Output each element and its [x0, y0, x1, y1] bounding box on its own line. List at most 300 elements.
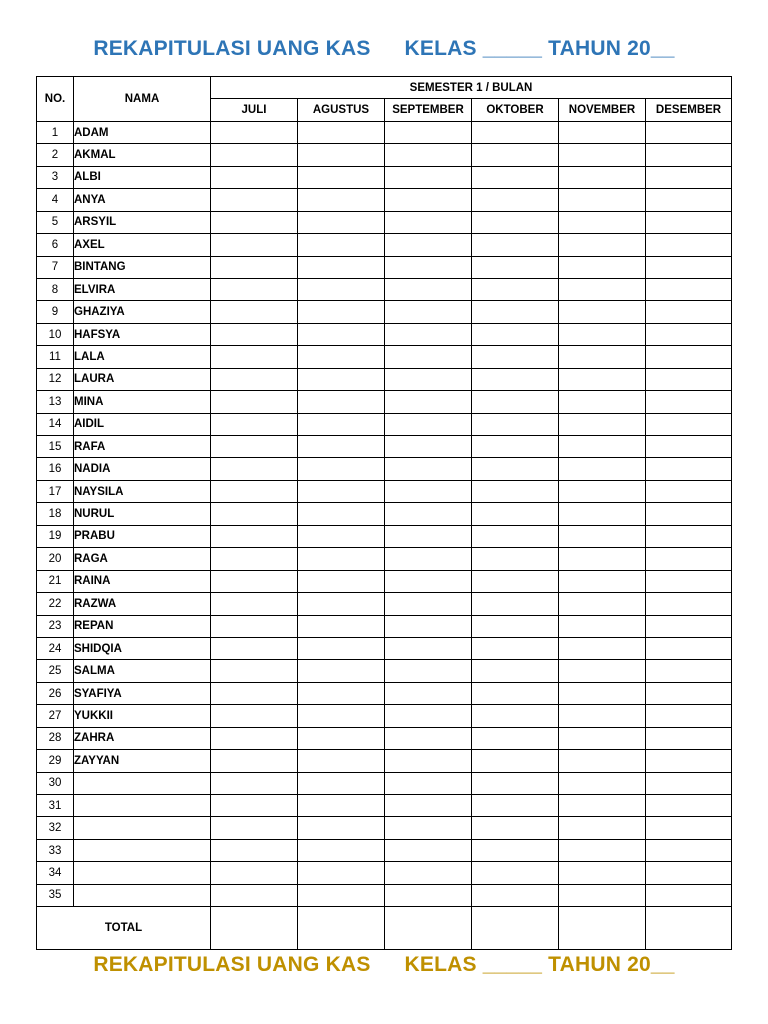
table-row — [37, 817, 732, 839]
student-name: NURUL — [74, 503, 211, 525]
header-month: OKTOBER — [472, 99, 559, 121]
student-name: ALBI — [74, 166, 211, 188]
payment-cell[interactable] — [385, 436, 472, 458]
payment-cell[interactable] — [211, 211, 298, 233]
student-name: RAINA — [74, 570, 211, 592]
payment-cell[interactable] — [559, 413, 646, 435]
payment-cell[interactable] — [559, 278, 646, 300]
payment-cell[interactable] — [472, 503, 559, 525]
payment-cell[interactable] — [298, 682, 385, 704]
table-row — [37, 211, 732, 233]
payment-cell[interactable] — [385, 413, 472, 435]
payment-cell[interactable] — [385, 817, 472, 839]
payment-cell[interactable] — [298, 301, 385, 323]
payment-cell[interactable] — [385, 705, 472, 727]
payment-cell[interactable] — [385, 144, 472, 166]
payment-cell[interactable] — [646, 301, 732, 323]
payment-cell[interactable] — [559, 458, 646, 480]
student-name: NAYSILA — [74, 480, 211, 502]
header-month: JULI — [211, 99, 298, 121]
payment-cell[interactable] — [559, 839, 646, 861]
student-name: LALA — [74, 346, 211, 368]
student-name: GHAZIYA — [74, 301, 211, 323]
payment-cell[interactable] — [646, 570, 732, 592]
table-row — [37, 548, 732, 570]
student-name — [74, 772, 211, 794]
payment-cell[interactable] — [385, 525, 472, 547]
payment-cell[interactable] — [559, 391, 646, 413]
payment-cell[interactable] — [211, 234, 298, 256]
payment-cell[interactable] — [298, 862, 385, 884]
payment-cell[interactable] — [298, 368, 385, 390]
payment-cell[interactable] — [298, 548, 385, 570]
payment-cell[interactable] — [298, 480, 385, 502]
total-cell[interactable] — [385, 907, 472, 950]
footer-title-right: KELAS _____ TAHUN 20__ — [404, 953, 675, 976]
payment-cell[interactable] — [646, 144, 732, 166]
row-number: 23 — [37, 615, 74, 637]
payment-cell[interactable] — [472, 368, 559, 390]
header-month: NOVEMBER — [559, 99, 646, 121]
total-cell[interactable] — [298, 907, 385, 950]
payment-cell[interactable] — [472, 234, 559, 256]
payment-cell[interactable] — [559, 862, 646, 884]
payment-cell[interactable] — [385, 727, 472, 749]
payment-cell[interactable] — [298, 458, 385, 480]
student-name: SHIDQIA — [74, 637, 211, 659]
payment-cell[interactable] — [559, 144, 646, 166]
student-name: SYAFIYA — [74, 682, 211, 704]
payment-cell[interactable] — [559, 593, 646, 615]
payment-cell[interactable] — [646, 682, 732, 704]
payment-cell[interactable] — [559, 682, 646, 704]
payment-cell[interactable] — [646, 458, 732, 480]
row-number: 31 — [37, 795, 74, 817]
payment-cell[interactable] — [298, 346, 385, 368]
payment-cell[interactable] — [646, 637, 732, 659]
cash-recap-table — [36, 76, 732, 950]
payment-cell[interactable] — [385, 368, 472, 390]
payment-cell[interactable] — [298, 884, 385, 906]
payment-cell[interactable] — [559, 189, 646, 211]
payment-cell[interactable] — [472, 795, 559, 817]
payment-cell[interactable] — [211, 795, 298, 817]
payment-cell[interactable] — [646, 211, 732, 233]
payment-cell[interactable] — [646, 121, 732, 143]
payment-cell[interactable] — [298, 772, 385, 794]
payment-cell[interactable] — [385, 189, 472, 211]
payment-cell[interactable] — [472, 862, 559, 884]
payment-cell[interactable] — [211, 750, 298, 772]
student-name: HAFSYA — [74, 323, 211, 345]
payment-cell[interactable] — [472, 458, 559, 480]
header-month: SEPTEMBER — [385, 99, 472, 121]
payment-cell[interactable] — [385, 391, 472, 413]
payment-cell[interactable] — [211, 189, 298, 211]
payment-cell[interactable] — [472, 727, 559, 749]
total-cell[interactable] — [559, 907, 646, 950]
payment-cell[interactable] — [298, 637, 385, 659]
payment-cell[interactable] — [211, 682, 298, 704]
payment-cell[interactable] — [472, 278, 559, 300]
payment-cell[interactable] — [385, 682, 472, 704]
payment-cell[interactable] — [559, 548, 646, 570]
table-row — [37, 884, 732, 906]
payment-cell[interactable] — [298, 166, 385, 188]
payment-cell[interactable] — [385, 503, 472, 525]
payment-cell[interactable] — [298, 278, 385, 300]
student-name: BINTANG — [74, 256, 211, 278]
row-number: 30 — [37, 772, 74, 794]
total-cell[interactable] — [472, 907, 559, 950]
table-row — [37, 772, 732, 794]
header-month: DESEMBER — [646, 99, 732, 121]
payment-cell[interactable] — [559, 772, 646, 794]
student-name: NADIA — [74, 458, 211, 480]
payment-cell[interactable] — [211, 346, 298, 368]
payment-cell[interactable] — [385, 862, 472, 884]
payment-cell[interactable] — [646, 548, 732, 570]
payment-cell[interactable] — [211, 548, 298, 570]
student-name: RAFA — [74, 436, 211, 458]
payment-cell[interactable] — [211, 593, 298, 615]
student-name: ANYA — [74, 189, 211, 211]
payment-cell[interactable] — [211, 660, 298, 682]
payment-cell[interactable] — [211, 413, 298, 435]
payment-cell[interactable] — [559, 750, 646, 772]
payment-cell[interactable] — [385, 256, 472, 278]
total-cell[interactable] — [211, 907, 298, 950]
payment-cell[interactable] — [385, 211, 472, 233]
payment-cell[interactable] — [559, 256, 646, 278]
row-number: 15 — [37, 436, 74, 458]
payment-cell[interactable] — [385, 750, 472, 772]
payment-cell[interactable] — [298, 817, 385, 839]
payment-cell[interactable] — [211, 862, 298, 884]
payment-cell[interactable] — [472, 593, 559, 615]
payment-cell[interactable] — [298, 727, 385, 749]
payment-cell[interactable] — [298, 795, 385, 817]
row-number: 7 — [37, 256, 74, 278]
student-name: PRABU — [74, 525, 211, 547]
payment-cell[interactable] — [559, 234, 646, 256]
row-number: 18 — [37, 503, 74, 525]
student-name: SALMA — [74, 660, 211, 682]
payment-cell[interactable] — [646, 862, 732, 884]
row-number: 9 — [37, 301, 74, 323]
payment-cell[interactable] — [472, 189, 559, 211]
payment-cell[interactable] — [646, 615, 732, 637]
student-name: ADAM — [74, 121, 211, 143]
table-row — [37, 480, 732, 502]
payment-cell[interactable] — [211, 368, 298, 390]
table-row — [37, 660, 732, 682]
payment-cell[interactable] — [646, 727, 732, 749]
payment-cell[interactable] — [646, 705, 732, 727]
row-number: 33 — [37, 839, 74, 861]
payment-cell[interactable] — [211, 144, 298, 166]
payment-cell[interactable] — [385, 593, 472, 615]
payment-cell[interactable] — [559, 615, 646, 637]
payment-cell[interactable] — [298, 413, 385, 435]
row-number: 2 — [37, 144, 74, 166]
payment-cell[interactable] — [646, 593, 732, 615]
payment-cell[interactable] — [646, 660, 732, 682]
row-number: 4 — [37, 189, 74, 211]
row-number: 24 — [37, 637, 74, 659]
payment-cell[interactable] — [472, 525, 559, 547]
row-number: 3 — [37, 166, 74, 188]
payment-cell[interactable] — [298, 436, 385, 458]
payment-cell[interactable] — [646, 278, 732, 300]
payment-cell[interactable] — [646, 234, 732, 256]
payment-cell[interactable] — [385, 839, 472, 861]
payment-cell[interactable] — [472, 346, 559, 368]
payment-cell[interactable] — [385, 570, 472, 592]
payment-cell[interactable] — [472, 839, 559, 861]
row-number: 22 — [37, 593, 74, 615]
payment-cell[interactable] — [298, 144, 385, 166]
payment-cell[interactable] — [472, 884, 559, 906]
header-nama: NAMA — [74, 77, 211, 122]
payment-cell[interactable] — [472, 144, 559, 166]
payment-cell[interactable] — [472, 256, 559, 278]
row-number: 17 — [37, 480, 74, 502]
payment-cell[interactable] — [211, 278, 298, 300]
row-number: 11 — [37, 346, 74, 368]
payment-cell[interactable] — [472, 211, 559, 233]
payment-cell[interactable] — [211, 817, 298, 839]
student-name — [74, 839, 211, 861]
payment-cell[interactable] — [385, 660, 472, 682]
student-name — [74, 795, 211, 817]
table-row — [37, 278, 732, 300]
row-number: 35 — [37, 884, 74, 906]
row-number: 27 — [37, 705, 74, 727]
payment-cell[interactable] — [298, 323, 385, 345]
payment-cell[interactable] — [298, 660, 385, 682]
table-row — [37, 570, 732, 592]
payment-cell[interactable] — [211, 727, 298, 749]
payment-cell[interactable] — [385, 346, 472, 368]
payment-cell[interactable] — [385, 795, 472, 817]
payment-cell[interactable] — [646, 750, 732, 772]
student-name: RAZWA — [74, 593, 211, 615]
payment-cell[interactable] — [298, 615, 385, 637]
payment-cell[interactable] — [298, 121, 385, 143]
payment-cell[interactable] — [385, 278, 472, 300]
payment-cell[interactable] — [646, 346, 732, 368]
payment-cell[interactable] — [646, 772, 732, 794]
payment-cell[interactable] — [211, 570, 298, 592]
payment-cell[interactable] — [646, 525, 732, 547]
row-number: 20 — [37, 548, 74, 570]
payment-cell[interactable] — [385, 480, 472, 502]
payment-cell[interactable] — [559, 637, 646, 659]
student-name: AIDIL — [74, 413, 211, 435]
payment-cell[interactable] — [298, 593, 385, 615]
payment-cell[interactable] — [385, 884, 472, 906]
payment-cell[interactable] — [298, 211, 385, 233]
table-row — [37, 346, 732, 368]
row-number: 12 — [37, 368, 74, 390]
payment-cell[interactable] — [211, 323, 298, 345]
payment-cell[interactable] — [646, 391, 732, 413]
payment-cell[interactable] — [472, 637, 559, 659]
payment-cell[interactable] — [472, 436, 559, 458]
payment-cell[interactable] — [472, 817, 559, 839]
table-row — [37, 593, 732, 615]
payment-cell[interactable] — [211, 839, 298, 861]
row-number: 34 — [37, 862, 74, 884]
payment-cell[interactable] — [298, 234, 385, 256]
payment-cell[interactable] — [385, 234, 472, 256]
table-row — [37, 413, 732, 435]
payment-cell[interactable] — [472, 413, 559, 435]
payment-cell[interactable] — [211, 503, 298, 525]
student-name: ZAHRA — [74, 727, 211, 749]
payment-cell[interactable] — [298, 391, 385, 413]
payment-cell[interactable] — [472, 323, 559, 345]
payment-cell[interactable] — [559, 525, 646, 547]
table-row — [37, 166, 732, 188]
payment-cell[interactable] — [385, 772, 472, 794]
payment-cell[interactable] — [646, 368, 732, 390]
total-cell[interactable] — [646, 907, 732, 950]
payment-cell[interactable] — [211, 884, 298, 906]
page-title — [0, 37, 768, 61]
payment-cell[interactable] — [472, 705, 559, 727]
payment-cell[interactable] — [559, 503, 646, 525]
payment-cell[interactable] — [559, 323, 646, 345]
row-number: 16 — [37, 458, 74, 480]
payment-cell[interactable] — [559, 660, 646, 682]
payment-cell[interactable] — [385, 458, 472, 480]
table-row — [37, 144, 732, 166]
payment-cell[interactable] — [211, 525, 298, 547]
payment-cell[interactable] — [298, 189, 385, 211]
payment-cell[interactable] — [646, 884, 732, 906]
payment-cell[interactable] — [646, 323, 732, 345]
payment-cell[interactable] — [211, 637, 298, 659]
table-row — [37, 682, 732, 704]
payment-cell[interactable] — [646, 256, 732, 278]
payment-cell[interactable] — [298, 503, 385, 525]
payment-cell[interactable] — [472, 391, 559, 413]
payment-cell[interactable] — [559, 166, 646, 188]
payment-cell[interactable] — [472, 750, 559, 772]
payment-cell[interactable] — [298, 705, 385, 727]
payment-cell[interactable] — [559, 436, 646, 458]
student-name — [74, 862, 211, 884]
payment-cell[interactable] — [385, 301, 472, 323]
payment-cell[interactable] — [646, 189, 732, 211]
payment-cell[interactable] — [211, 436, 298, 458]
student-name: ZAYYAN — [74, 750, 211, 772]
payment-cell[interactable] — [385, 548, 472, 570]
payment-cell[interactable] — [559, 884, 646, 906]
payment-cell[interactable] — [472, 682, 559, 704]
payment-cell[interactable] — [646, 436, 732, 458]
payment-cell[interactable] — [298, 750, 385, 772]
payment-cell[interactable] — [298, 570, 385, 592]
payment-cell[interactable] — [646, 166, 732, 188]
payment-cell[interactable] — [472, 121, 559, 143]
payment-cell[interactable] — [211, 391, 298, 413]
payment-cell[interactable] — [211, 121, 298, 143]
payment-cell[interactable] — [211, 256, 298, 278]
payment-cell[interactable] — [646, 795, 732, 817]
payment-cell[interactable] — [646, 503, 732, 525]
payment-cell[interactable] — [559, 705, 646, 727]
payment-cell[interactable] — [559, 480, 646, 502]
payment-cell[interactable] — [472, 548, 559, 570]
payment-cell[interactable] — [472, 772, 559, 794]
payment-cell[interactable] — [559, 346, 646, 368]
header-no: NO. — [37, 77, 74, 122]
table-row — [37, 503, 732, 525]
payment-cell[interactable] — [472, 615, 559, 637]
payment-cell[interactable] — [559, 727, 646, 749]
payment-cell[interactable] — [211, 458, 298, 480]
payment-cell[interactable] — [472, 660, 559, 682]
payment-cell[interactable] — [559, 570, 646, 592]
payment-cell[interactable] — [385, 323, 472, 345]
payment-cell[interactable] — [211, 301, 298, 323]
payment-cell[interactable] — [472, 570, 559, 592]
payment-cell[interactable] — [559, 817, 646, 839]
title-left: REKAPITULASI UANG KAS — [93, 37, 371, 60]
payment-cell[interactable] — [646, 413, 732, 435]
payment-cell[interactable] — [646, 839, 732, 861]
student-name — [74, 884, 211, 906]
payment-cell[interactable] — [211, 705, 298, 727]
payment-cell[interactable] — [472, 480, 559, 502]
table-row — [37, 458, 732, 480]
table-row — [37, 368, 732, 390]
payment-cell[interactable] — [298, 256, 385, 278]
payment-cell[interactable] — [298, 525, 385, 547]
payment-cell[interactable] — [559, 368, 646, 390]
payment-cell[interactable] — [211, 615, 298, 637]
payment-cell[interactable] — [211, 166, 298, 188]
row-number: 19 — [37, 525, 74, 547]
table-row — [37, 121, 732, 143]
payment-cell[interactable] — [385, 615, 472, 637]
table-body — [37, 121, 732, 906]
payment-cell[interactable] — [559, 301, 646, 323]
table-row — [37, 525, 732, 547]
payment-cell[interactable] — [472, 301, 559, 323]
table-row — [37, 705, 732, 727]
payment-cell[interactable] — [472, 166, 559, 188]
payment-cell[interactable] — [646, 480, 732, 502]
payment-cell[interactable] — [385, 121, 472, 143]
table-row — [37, 323, 732, 345]
table-row — [37, 637, 732, 659]
table-row — [37, 727, 732, 749]
payment-cell[interactable] — [646, 817, 732, 839]
payment-cell[interactable] — [559, 795, 646, 817]
student-name: ELVIRA — [74, 278, 211, 300]
payment-cell[interactable] — [559, 121, 646, 143]
payment-cell[interactable] — [385, 166, 472, 188]
payment-cell[interactable] — [298, 839, 385, 861]
payment-cell[interactable] — [559, 211, 646, 233]
payment-cell[interactable] — [211, 772, 298, 794]
payment-cell[interactable] — [385, 637, 472, 659]
payment-cell[interactable] — [211, 480, 298, 502]
